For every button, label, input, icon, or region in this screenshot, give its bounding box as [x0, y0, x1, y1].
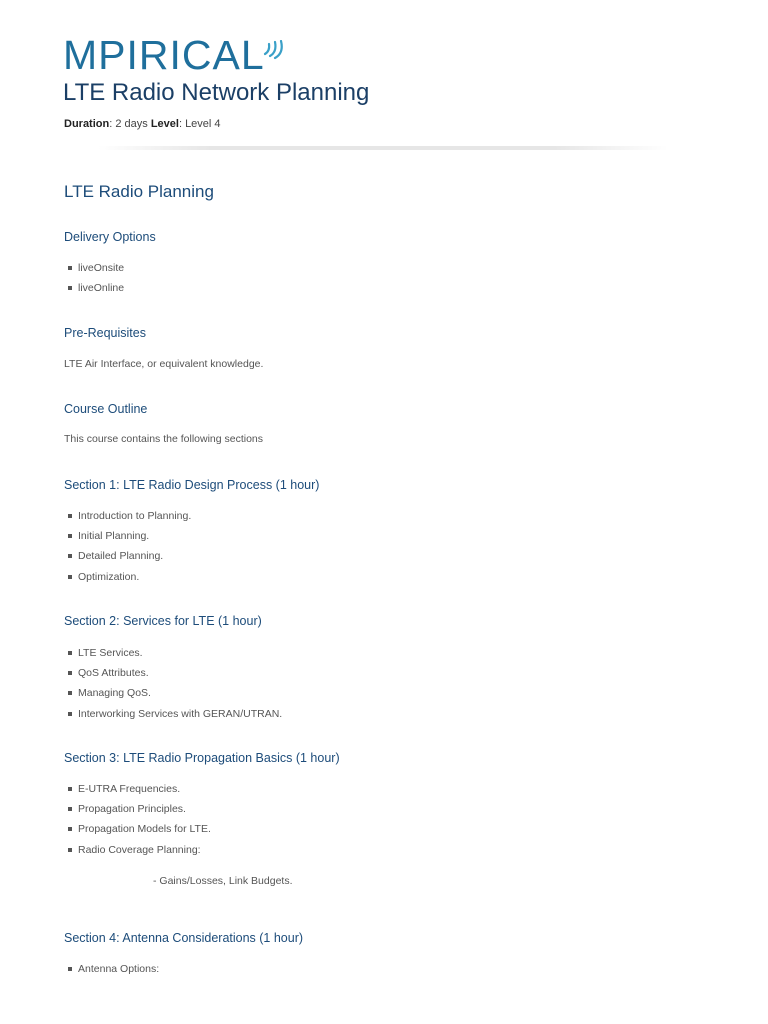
delivery-options-list [68, 258, 124, 298]
page-title: LTE Radio Network Planning [63, 79, 370, 106]
list-item: liveOnsite [68, 258, 124, 278]
duration-value: : 2 days [109, 118, 151, 130]
list-item: LTE Services. [68, 643, 282, 663]
section-1-list [68, 506, 191, 587]
delivery-options-heading: Delivery Options [64, 230, 156, 244]
section-3-list [68, 779, 211, 860]
mpirical-logo [63, 34, 289, 76]
section-4-heading: Section 4: Antenna Considerations (1 hour) [64, 931, 304, 945]
list-item: liveOnline [68, 278, 124, 298]
section-2-list [68, 643, 282, 724]
course-outline-heading: Course Outline [64, 402, 148, 416]
divider [98, 146, 668, 150]
prerequisites-text: LTE Air Interface, or equivalent knowledge. [64, 358, 264, 370]
list-item: Initial Planning. [68, 526, 191, 546]
course-outline-text: This course contains the following sections [64, 433, 264, 445]
signal-waves-icon [263, 40, 289, 62]
section-3-subtext: - Gains/Losses, Link Budgets. [153, 875, 293, 887]
level-label: Level [150, 118, 179, 130]
section-2-heading: Section 2: Services for LTE (1 hour) [64, 614, 262, 628]
list-item: Optimization. [68, 567, 191, 587]
list-item: Detailed Planning. [68, 546, 191, 566]
logo-wordmark: MPIRICAL [63, 32, 265, 78]
list-item: Managing QoS. [68, 683, 282, 703]
list-item: Interworking Services with GERAN/UTRAN. [68, 704, 282, 724]
list-item: Introduction to Planning. [68, 506, 191, 526]
list-item: QoS Attributes. [68, 663, 282, 683]
duration-label: Duration [64, 118, 110, 130]
list-item: Antenna Options: [68, 959, 159, 979]
list-item: Radio Coverage Planning: [68, 840, 211, 860]
section-3-heading: Section 3: LTE Radio Propagation Basics (1 hour) [64, 751, 340, 765]
course-meta [64, 117, 221, 131]
level-value: : Level 4 [178, 118, 221, 130]
main-heading: LTE Radio Planning [64, 182, 214, 201]
section-4-list [68, 959, 159, 979]
list-item: Propagation Principles. [68, 799, 211, 819]
list-item: Propagation Models for LTE. [68, 819, 211, 839]
prerequisites-heading: Pre-Requisites [64, 326, 146, 340]
list-item: E-UTRA Frequencies. [68, 779, 211, 799]
section-1-heading: Section 1: LTE Radio Design Process (1 hour) [64, 478, 320, 492]
